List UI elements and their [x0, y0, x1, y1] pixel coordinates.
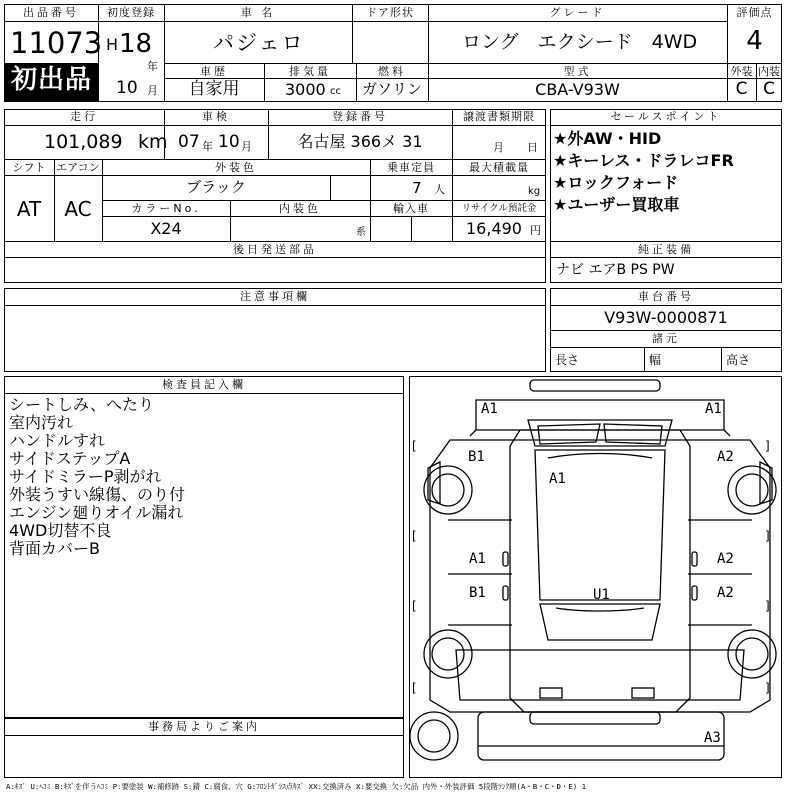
- inspection-year-unit: 年: [202, 140, 213, 153]
- chassis-title: 車台番号: [638, 290, 694, 303]
- equipment-value: ナビ エアB PS PW: [556, 262, 675, 278]
- plate: 名古屋 366メ 31: [297, 132, 423, 151]
- grade-label: グレード: [549, 6, 606, 19]
- score: 4: [746, 26, 763, 56]
- interior-grade: C: [763, 79, 775, 99]
- recycle: 16,490: [466, 219, 522, 238]
- equipment-title: 純正装備: [638, 243, 694, 256]
- mark-rear-panel: A3: [704, 730, 721, 746]
- inspector-line-6: 外装うすい線傷、のり付: [9, 485, 186, 504]
- inspector-line-1: シートしみ、へたり: [9, 395, 154, 414]
- car-name: パジェロ: [213, 31, 305, 55]
- transfer-month-unit: 月: [493, 141, 504, 154]
- mileage-unit: km: [138, 131, 168, 153]
- notes-title: 注意事項欄: [240, 290, 310, 303]
- ac: AC: [64, 197, 92, 221]
- capacity-label: 乗車定員: [387, 161, 435, 174]
- mark-front-left: A1: [481, 401, 498, 417]
- mark-right-front-door: A2: [717, 551, 734, 567]
- reg-month: 10: [116, 78, 138, 98]
- load-unit: kg: [528, 186, 541, 197]
- plate-label: 登録番号: [332, 110, 388, 123]
- capacity: 7: [412, 179, 422, 197]
- mark-left-front-door: A1: [469, 551, 486, 567]
- legend: A:ｷｽﾞ U:ﾍｺﾐ B:ｷｽﾞを伴うﾍｺﾐ P:要塗装 W:補修跡 S:錆 C:腐食、穴 G:ﾌﾛﾝﾄｶﾞﾗｽ点ｷｽﾞ XX:交換済み X:要交換 欠:欠品 内外・外装評価 5段階ﾗﾝｸ順(A・B・C・D・E) 1: [6, 782, 587, 791]
- displacement-label: 排気量: [289, 65, 331, 78]
- mark-right-front-fender: A2: [717, 449, 734, 465]
- chassis-number: V93W-0000871: [604, 308, 728, 327]
- length-label: 長さ: [555, 353, 580, 367]
- sales-points-title: セールスポイント: [610, 110, 722, 123]
- displacement: 3000: [285, 80, 326, 99]
- bracket-right-4: ]: [765, 681, 770, 695]
- height-label: 高さ: [726, 353, 751, 367]
- car-name-label: 車 名: [240, 6, 276, 19]
- sales-point-3: ★ロックフォード: [553, 173, 679, 192]
- parts-label: 後日発送部品: [233, 243, 317, 256]
- history-label: 車歴: [200, 65, 228, 78]
- transfer-label: 譲渡書類期限: [463, 110, 535, 123]
- inspection-year: 07: [178, 132, 200, 152]
- transfer-day-unit: 日: [527, 141, 538, 154]
- inspector-line-8: 4WD切替不良: [9, 521, 112, 540]
- fuel: ガソリン: [361, 80, 422, 98]
- mark-front-right: A1: [705, 401, 722, 417]
- width-label: 幅: [649, 353, 662, 367]
- bracket-left-4: [: [412, 681, 417, 695]
- mileage: 101,089: [44, 131, 123, 153]
- interior-label: 内装: [758, 65, 780, 78]
- exterior-label: 外装: [730, 65, 753, 78]
- score-label: 評価点: [736, 6, 773, 19]
- sales-point-1: ★外AW・HID: [553, 129, 662, 148]
- office-title: 事務局よりご案内: [148, 720, 260, 733]
- first-listing-text: 初出品: [10, 65, 92, 95]
- inspector-line-7: エンジン廻りオイル漏れ: [9, 503, 184, 522]
- bracket-right-3: ]: [765, 599, 770, 613]
- ac-label: エアコン: [56, 161, 100, 174]
- reg-year: 18: [119, 29, 153, 59]
- fuel-label: 燃料: [378, 65, 406, 78]
- exterior-grade: C: [735, 79, 748, 99]
- inspector-line-5: サイドミラーP剥がれ: [9, 467, 162, 486]
- mark-left-rear-door: B1: [469, 585, 486, 601]
- interior-color-label: 内装色: [279, 202, 321, 215]
- inspector-title: 検査員記入欄: [162, 378, 246, 391]
- mark-center: U1: [593, 587, 610, 603]
- displacement-unit: cc: [330, 86, 341, 97]
- mark-left-front-fender: B1: [468, 449, 485, 465]
- color-no-label: カラーNo.: [131, 202, 201, 215]
- mark-right-rear-door: A2: [717, 585, 734, 601]
- shift-label: シフト: [12, 161, 46, 174]
- reg-era: H: [106, 35, 119, 54]
- dims-title: 諸元: [652, 332, 680, 345]
- inspection-label: 車検: [202, 110, 230, 123]
- model-label: 型式: [563, 65, 592, 78]
- load-label: 最大積載量: [469, 161, 529, 174]
- door-label: ドア形状: [366, 6, 414, 19]
- capacity-unit: 人: [434, 183, 445, 196]
- mark-roof: A1: [549, 471, 566, 487]
- grade: ロング エクシード 4WD: [462, 31, 698, 53]
- lot-number: 11073: [10, 26, 103, 60]
- reg-month-unit: 月: [147, 84, 158, 97]
- bracket-left-3: [: [412, 599, 417, 613]
- inspector-line-3: ハンドルすれ: [9, 431, 106, 450]
- bracket-right-2: ]: [765, 529, 770, 543]
- inspection-month: 10: [218, 132, 240, 152]
- color-no: X24: [150, 219, 182, 238]
- bracket-left-2: [: [412, 529, 417, 543]
- model: CBA-V93W: [535, 80, 620, 99]
- sales-point-4: ★ユーザー買取車: [553, 195, 680, 214]
- sales-point-2: ★キーレス・ドラレコFR: [553, 151, 734, 170]
- import-label: 輸入車: [393, 202, 429, 215]
- inspection-month-unit: 月: [241, 140, 252, 153]
- color-label: 外装色: [215, 161, 257, 174]
- reg-year-unit: 年: [147, 60, 158, 73]
- color: ブラック: [186, 178, 246, 196]
- inspector-line-2: 室内汚れ: [9, 413, 74, 432]
- inspector-line-9: 背面カバーB: [9, 539, 100, 558]
- history: 自家用: [188, 79, 240, 99]
- recycle-unit: 円: [530, 224, 541, 237]
- bracket-right-1: ]: [765, 439, 770, 453]
- first-reg-label: 初度登録: [107, 6, 155, 19]
- inspector-line-4: サイドステップA: [9, 449, 131, 468]
- bracket-left-1: [: [412, 439, 417, 453]
- interior-color-unit: 系: [356, 227, 366, 238]
- lot-no-label: 出品番号: [23, 6, 79, 19]
- shift: AT: [16, 197, 42, 221]
- mileage-label: 走行: [70, 110, 98, 123]
- recycle-label: リサイクル預託金: [461, 203, 537, 214]
